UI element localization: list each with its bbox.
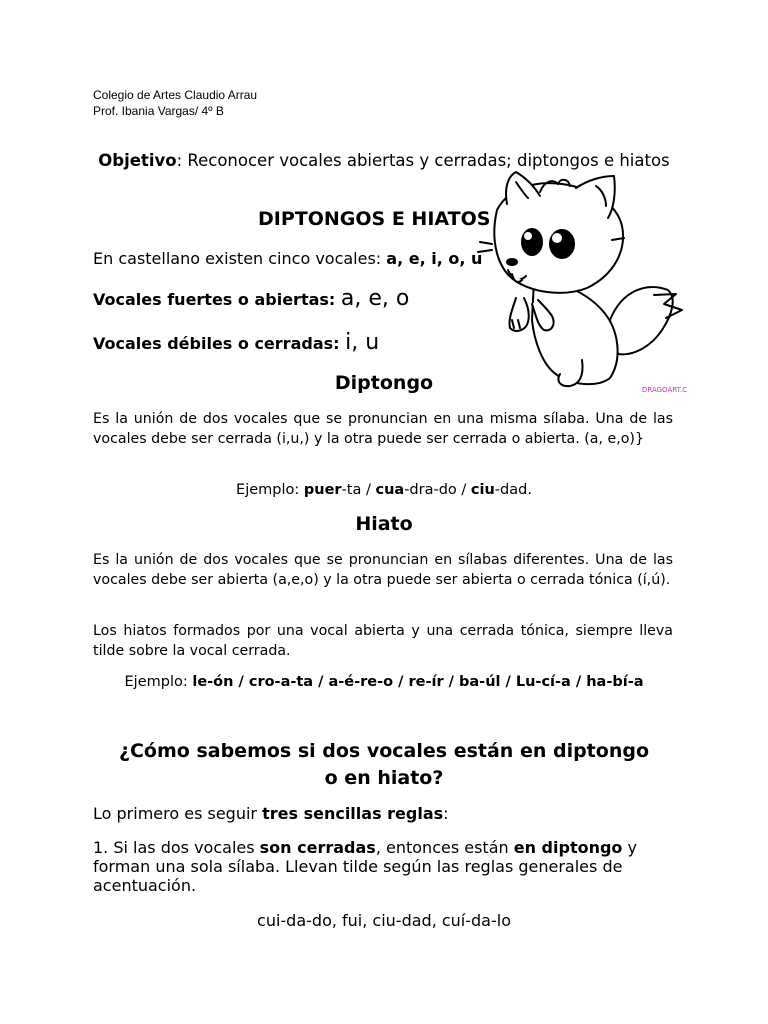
page-title: DIPTONGOS E HIATOS [258, 208, 491, 230]
strong-vowels-line [93, 286, 409, 311]
diptongo-example [0, 482, 768, 498]
hiato-rule: Los hiatos formados por una vocal abierta y una cerrada tónica, siempre lleva tilde sobre la vocal cerrada. [93, 623, 673, 659]
strong-vowels-label: Vocales fuertes o abiertas: [93, 290, 341, 309]
watermark-text: DRAGOART.C [642, 386, 688, 394]
fox-illustration [472, 170, 690, 395]
hiato-example-words: le-ón / cro-a-ta / a-é-re-o / re-ír / ba-úl / Lu-cí-a / ha-bí-a [192, 674, 644, 690]
diptongo-definition: Es la unión de dos vocales que se pronuncian en una misma sílaba. Una de las vocales debe ser cerrada (i,u,) y la otra puede ser cerrada o abierta. (a, e,o)} [93, 411, 673, 447]
hiato-heading: Hiato [355, 513, 413, 535]
rule-1-examples: cui-da-do, fui, ciu-dad, cuí-da-lo [257, 911, 511, 930]
rule-1-bold: son cerradas [259, 838, 376, 857]
teacher-line: Prof. Ibania Vargas/ 4º B [93, 104, 224, 118]
hiato-example-label: Ejemplo: [124, 674, 193, 690]
example-part: ciu [470, 482, 495, 498]
example-part: puer [303, 482, 342, 498]
objective-text: : Reconocer vocales abiertas y cerradas; diptongos e hiatos [176, 151, 670, 170]
rule-1 [93, 838, 673, 895]
school-name: Colegio de Artes Claudio Arrau [93, 88, 258, 102]
weak-vowels-label: Vocales débiles o cerradas: [93, 334, 346, 353]
rule-1-bold: en diptongo [513, 838, 623, 857]
diptongo-heading: Diptongo [334, 372, 434, 394]
weak-vowels-list: i, u [345, 330, 380, 355]
objective [93, 150, 673, 172]
objective-label: Objetivo [98, 151, 177, 170]
hiato-example [0, 674, 768, 690]
intro-vowels: a, e, i, o, u [386, 249, 483, 268]
rules-intro-bold: tres sencillas reglas [262, 804, 444, 823]
diptongo-example-label: Ejemplo: [236, 482, 304, 498]
intro-line [93, 249, 482, 268]
example-part: -dad. [494, 482, 532, 498]
question-line-1: ¿Cómo sabemos si dos vocales están en diptongo [118, 740, 650, 762]
intro-text: En castellano existen cinco vocales: [93, 249, 387, 268]
question-line-2: o en hiato? [324, 767, 444, 789]
rule-1-part: 1. Si las dos vocales [93, 838, 260, 857]
example-part: -dra-do / [404, 482, 471, 498]
example-part: cua [375, 482, 405, 498]
rules-intro [93, 804, 673, 823]
hiato-definition: Es la unión de dos vocales que se pronuncian en sílabas diferentes. Una de las vocales debe ser abierta (a,e,o) y la otra puede ser abierta o cerrada tónica (í,ú). [93, 552, 673, 588]
rule-1-part: y forman una sola sílaba. Llevan tilde según las reglas generales de acentuación. [93, 838, 637, 895]
rule-1-part: , entonces están [375, 838, 514, 857]
weak-vowels-line [93, 330, 379, 355]
rules-intro-text: Lo primero es seguir [93, 804, 263, 823]
rules-intro-end: : [443, 804, 449, 823]
strong-vowels-list: a, e, o [340, 286, 410, 311]
example-part: -ta / [341, 482, 376, 498]
